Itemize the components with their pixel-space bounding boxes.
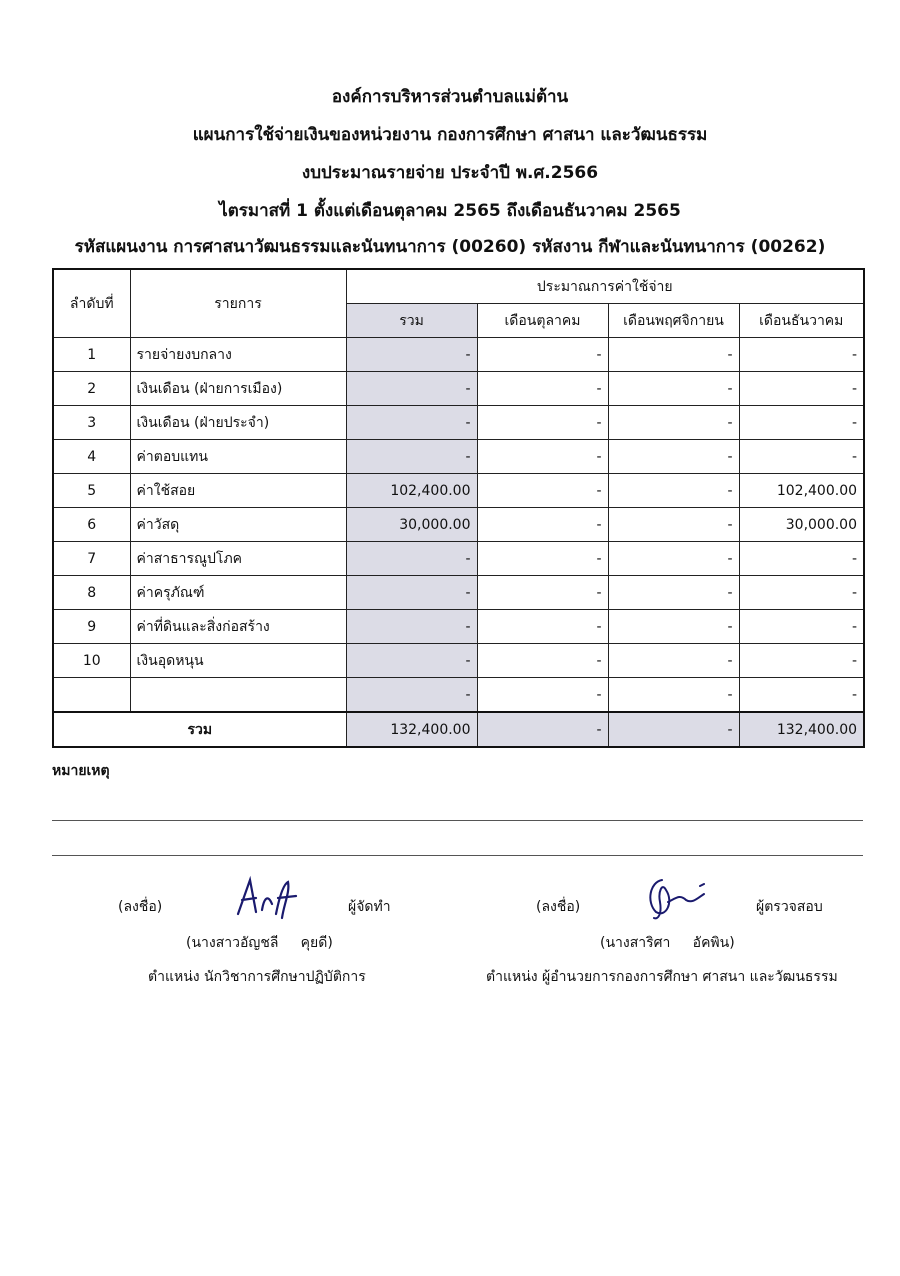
row-no: 5 [53,474,130,508]
row-dec: - [739,372,864,406]
right-signature-image [640,872,716,922]
plan-title: แผนการใช้จ่ายเงินของหน่วยงาน กองการศึกษา ศาสนา และวัฒนธรรม [192,125,708,145]
budget-year: งบประมาณรายจ่าย ประจำปี พ.ศ.2566 [301,163,599,183]
col-header-budget: ประมาณการค่าใช้จ่าย [346,269,864,304]
row-total: - [346,678,477,713]
col-header-oct: เดือนตุลาคม [477,304,608,338]
row-dec: - [739,576,864,610]
row-dec: - [739,440,864,474]
col-header-no: ลำดับที่ [53,269,130,338]
remarks-label: หมายเหตุ [52,763,110,779]
col-header-total: รวม [346,304,477,338]
row-item: ค่าครุภัณฑ์ [130,576,346,610]
left-position: ตำแหน่ง นักวิชาการศึกษาปฏิบัติการ [148,969,366,985]
total-nov: - [608,712,739,747]
row-nov: - [608,610,739,644]
table-row [53,338,864,372]
row-no: 10 [53,644,130,678]
row-dec: 30,000.00 [739,508,864,542]
table-row [53,406,864,440]
row-oct: - [477,406,608,440]
row-oct: - [477,542,608,576]
row-nov: - [608,406,739,440]
col-header-nov: เดือนพฤศจิกายน [608,304,739,338]
row-item: ค่าสาธารณูปโภค [130,542,346,576]
row-no: 8 [53,576,130,610]
left-signature-image [232,874,302,922]
row-no: 1 [53,338,130,372]
row-total: - [346,440,477,474]
row-no: 7 [53,542,130,576]
row-nov: - [608,508,739,542]
total-dec: 132,400.00 [739,712,864,747]
row-item: เงินอุดหนุน [130,644,346,678]
table-row [53,542,864,576]
row-item: เงินเดือน (ฝ่ายการเมือง) [130,372,346,406]
org-title: องค์การบริหารส่วนตำบลแม่ต้าน [331,87,569,107]
row-oct: - [477,474,608,508]
row-nov: - [608,542,739,576]
left-sign-prefix: (ลงชื่อ) [118,899,163,915]
row-item: ค่าตอบแทน [130,440,346,474]
row-total: - [346,542,477,576]
row-dec: - [739,678,864,713]
row-total: 102,400.00 [346,474,477,508]
row-oct: - [477,644,608,678]
quarter-period: ไตรมาสที่ 1 ตั้งแต่เดือนตุลาคม 2565 ถึงเดือนธันวาคม 2565 [219,201,681,221]
row-dec: - [739,406,864,440]
row-no: 9 [53,610,130,644]
table-row [53,474,864,508]
row-nov: - [608,440,739,474]
right-role: ผู้ตรวจสอบ [756,899,823,915]
row-no [53,678,130,713]
row-dec: - [739,610,864,644]
row-item: ค่าวัสดุ [130,508,346,542]
col-header-dec: เดือนธันวาคม [739,304,864,338]
row-oct: - [477,440,608,474]
row-nov: - [608,474,739,508]
table-body [53,338,864,713]
row-oct: - [477,610,608,644]
row-oct: - [477,508,608,542]
row-nov: - [608,576,739,610]
row-total: - [346,610,477,644]
table-row [53,678,864,713]
remarks-line-2 [52,855,863,856]
row-nov: - [608,372,739,406]
row-total: - [346,338,477,372]
plan-code: รหัสแผนงาน การศาสนาวัฒนธรรมและนันทนาการ (00260) รหัสงาน กีฬาและนันทนาการ (00262) [74,237,826,257]
row-item: เงินเดือน (ฝ่ายประจำ) [130,406,346,440]
row-no: 4 [53,440,130,474]
remarks-line-1 [52,820,863,821]
total-sum: 132,400.00 [346,712,477,747]
row-dec: - [739,542,864,576]
row-total: - [346,372,477,406]
row-oct: - [477,576,608,610]
row-oct: - [477,678,608,713]
right-position: ตำแหน่ง ผู้อำนวยการกองการศึกษา ศาสนา และวัฒนธรรม [486,969,838,985]
row-dec: 102,400.00 [739,474,864,508]
col-header-item: รายการ [130,269,346,338]
left-role: ผู้จัดทำ [348,899,391,915]
row-total: - [346,576,477,610]
total-oct: - [477,712,608,747]
table-row [53,372,864,406]
table-row [53,576,864,610]
table-row [53,440,864,474]
row-nov: - [608,644,739,678]
row-item: ค่าที่ดินและสิ่งก่อสร้าง [130,610,346,644]
table-row [53,610,864,644]
row-nov: - [608,678,739,713]
total-row [53,712,864,747]
budget-table [52,268,865,748]
row-total: - [346,406,477,440]
table-row [53,644,864,678]
row-dec: - [739,644,864,678]
right-sign-prefix: (ลงชื่อ) [536,899,581,915]
row-total: - [346,644,477,678]
right-name: (นางสาริศา อัคพิน) [600,935,735,951]
row-nov: - [608,338,739,372]
row-item [130,678,346,713]
total-label: รวม [53,712,346,747]
row-no: 3 [53,406,130,440]
row-dec: - [739,338,864,372]
row-total: 30,000.00 [346,508,477,542]
row-item: ค่าใช้สอย [130,474,346,508]
table-row [53,508,864,542]
row-no: 6 [53,508,130,542]
row-oct: - [477,338,608,372]
left-name: (นางสาวอัญชลี คุยดี) [186,935,333,951]
row-oct: - [477,372,608,406]
row-item: รายจ่ายงบกลาง [130,338,346,372]
row-no: 2 [53,372,130,406]
